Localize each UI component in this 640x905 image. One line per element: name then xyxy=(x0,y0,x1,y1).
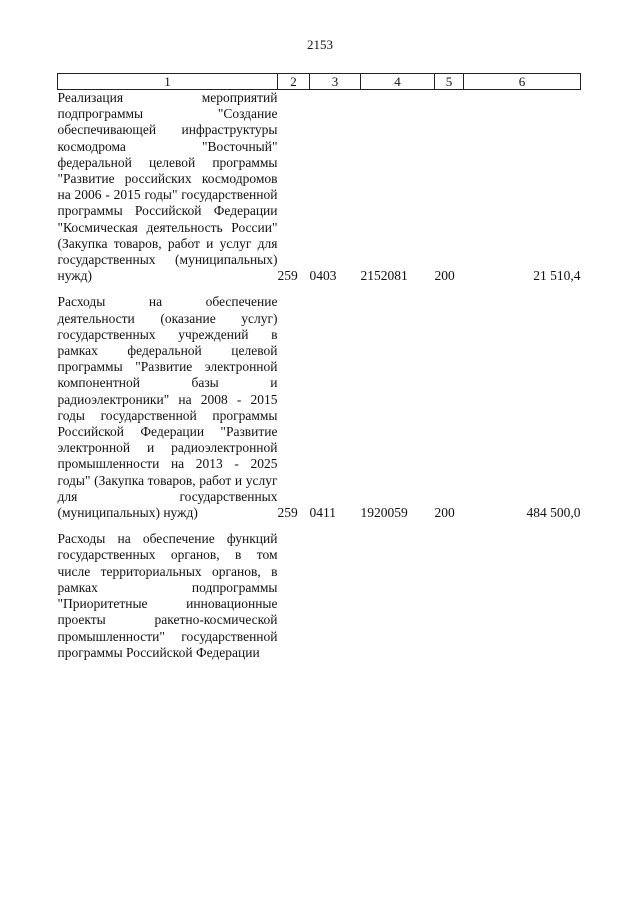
row-amount: 484 500,0 xyxy=(526,505,581,521)
table-row xyxy=(58,90,581,285)
table-header xyxy=(58,74,581,90)
header-col-4: 4 xyxy=(361,74,435,90)
row-amount: 21 510,4 xyxy=(533,268,581,284)
header-col-3: 3 xyxy=(310,74,361,90)
budget-table xyxy=(57,73,581,661)
row-target-code xyxy=(361,531,435,661)
row-ministry-code: 259 xyxy=(277,268,298,284)
row-description: Расходы на обеспечение деятельности (оказание услуг) государственных учреждений в рамках федеральной целевой программы "Развитие электронной компонентной базы и радиоэлектроники" на 2008 - 2015 годы государственной программы Российской Федерации "Развитие электронной и радиоэлектронной промышленности на 2013 - 2025 годы" (Закупка товаров, работ и услуг для государственных (муниципальных) нужд) xyxy=(57,294,278,521)
row-ministry-code: 259 xyxy=(277,505,298,521)
row-expense-type: 200 xyxy=(434,505,455,521)
header-col-5: 5 xyxy=(435,74,464,90)
row-spacer xyxy=(58,284,581,294)
row-target-code: 1920059 xyxy=(360,505,408,521)
row-section-code: 0411 xyxy=(309,505,336,521)
row-description: Расходы на обеспечение функций государственных органов, в том числе территориальных органов, в рамках подпрограммы "Приоритетные инновационные проекты ракетно-космической промышленности" государственной программы Российской Федерации xyxy=(57,531,278,660)
header-col-6: 6 xyxy=(464,74,581,90)
row-ministry-code xyxy=(278,531,310,661)
row-amount xyxy=(464,531,581,661)
header-col-1: 1 xyxy=(58,74,278,90)
table-row xyxy=(58,294,581,521)
row-section-code xyxy=(310,531,361,661)
page-number: 2153 xyxy=(307,37,333,52)
row-section-code: 0403 xyxy=(309,268,337,284)
row-target-code: 2152081 xyxy=(360,268,408,284)
table-row xyxy=(58,531,581,661)
row-description: Реализация мероприятий подпрограммы "Создание обеспечивающей инфраструктуры космодрома "Восточный" федеральной целевой программы "Развитие российских космодромов на 2006 - 2015 годы" государственной программы Российской Федерации "Космическая деятельность России" (Закупка товаров, работ и услуг для государственных (муниципальных) нужд) xyxy=(57,90,278,284)
row-spacer xyxy=(58,521,581,531)
row-expense-type: 200 xyxy=(434,268,455,284)
row-expense-type xyxy=(435,531,464,661)
header-col-2: 2 xyxy=(278,74,310,90)
